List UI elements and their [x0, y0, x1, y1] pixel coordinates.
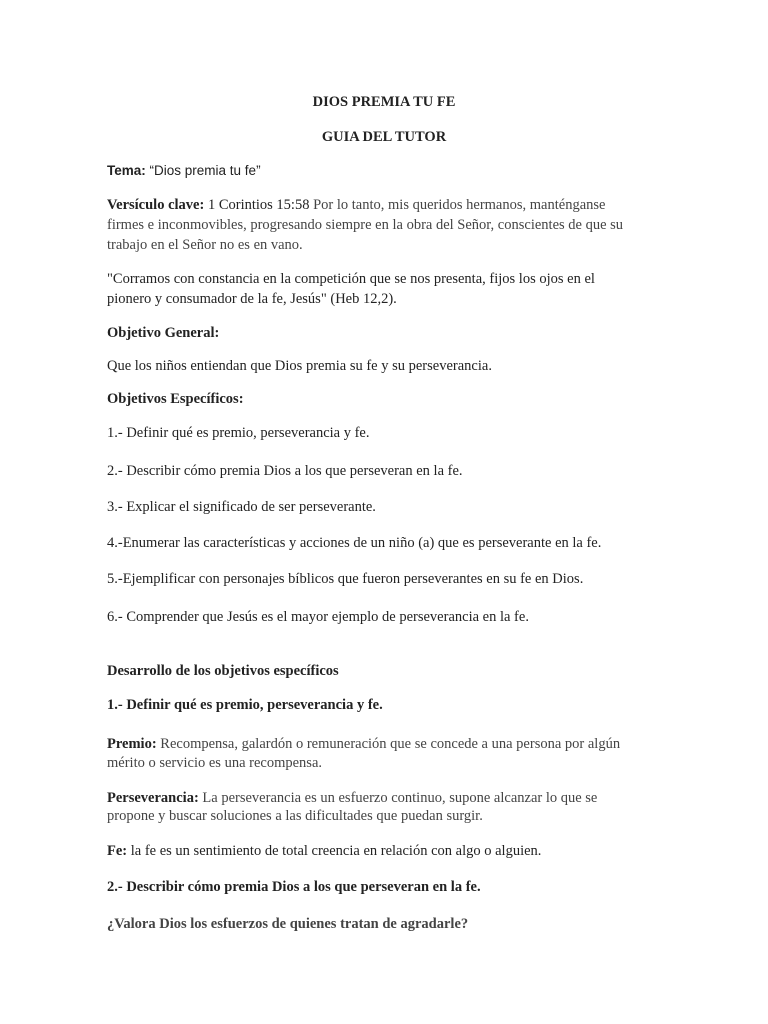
document-subtitle: GUIA DEL TUTOR	[321, 129, 447, 145]
versiculo-label: Versículo clave:	[107, 197, 205, 213]
quote-line-2: pionero y consumador de la fe, Jesús" (Heb 12,2).	[107, 291, 397, 307]
question-line: ¿Valora Dios los esfuerzos de quienes tratan de agradarle?	[107, 916, 469, 932]
objetivo-item-4: 4.-Enumerar las características y acciones de un niño (a) que es perseverante en la fe.	[107, 535, 602, 551]
document-title: DIOS PREMIA TU FE	[312, 94, 456, 110]
objetivo-general-heading: Objetivo General:	[107, 325, 220, 341]
perseverancia-line-2: propone y buscar soluciones a las dificultades que puedan surgir.	[107, 808, 483, 824]
objetivo-item-6: 6.- Comprender que Jesús es el mayor ejemplo de perseverancia en la fe.	[107, 609, 529, 625]
premio-line-2: mérito o servicio es una recompensa.	[107, 755, 323, 771]
fe-label: Fe:	[107, 843, 128, 859]
quote-line-1: "Corramos con constancia en la competición que se nos presenta, fijos los ojos en el	[107, 271, 595, 287]
objetivos-especificos-heading: Objetivos Específicos:	[107, 391, 244, 407]
versiculo-line-3: trabajo en el Señor no es en vano.	[107, 237, 303, 253]
tema-line	[107, 162, 261, 180]
versiculo-line-1	[107, 196, 605, 214]
tema-label: Tema:	[107, 163, 146, 178]
objetivo-item-3: 3.- Explicar el significado de ser perseverante.	[107, 499, 376, 515]
perseverancia-line-1	[107, 789, 597, 807]
versiculo-ref: 1 Corintios 15:58	[207, 197, 310, 213]
versiculo-text-1: Por lo tanto, mis queridos hermanos, manténganse	[313, 197, 606, 213]
objetivo-general-text: Que los niños entiendan que Dios premia su fe y su perseverancia.	[107, 358, 492, 374]
perseverancia-text-1: La perseverancia es un esfuerzo continuo, supone alcanzar lo que se	[202, 790, 598, 806]
desarrollo-sub-2: 2.- Describir cómo premia Dios a los que perseveran en la fe.	[107, 879, 481, 895]
objetivo-item-2: 2.- Describir cómo premia Dios a los que perseveran en la fe.	[107, 463, 463, 479]
premio-label: Premio:	[107, 736, 157, 752]
fe-text: la fe es un sentimiento de total creencia en relación con algo o alguien.	[130, 843, 542, 859]
desarrollo-heading: Desarrollo de los objetivos específicos	[107, 663, 339, 679]
perseverancia-label: Perseverancia:	[107, 790, 199, 806]
premio-text-1: Recompensa, galardón o remuneración que se concede a una persona por algún	[160, 736, 621, 752]
tema-value: “Dios premia tu fe”	[149, 163, 261, 178]
versiculo-line-2: firmes e inconmovibles, progresando siempre en la obra del Señor, conscientes de que su	[107, 217, 624, 233]
premio-line-1	[107, 735, 620, 753]
objetivo-item-5: 5.-Ejemplificar con personajes bíblicos que fueron perseverantes en su fe en Dios.	[107, 571, 584, 587]
desarrollo-sub-1: 1.- Definir qué es premio, perseverancia y fe.	[107, 697, 383, 713]
objetivo-item-1: 1.- Definir qué es premio, perseverancia y fe.	[107, 425, 370, 441]
fe-line	[107, 842, 541, 860]
